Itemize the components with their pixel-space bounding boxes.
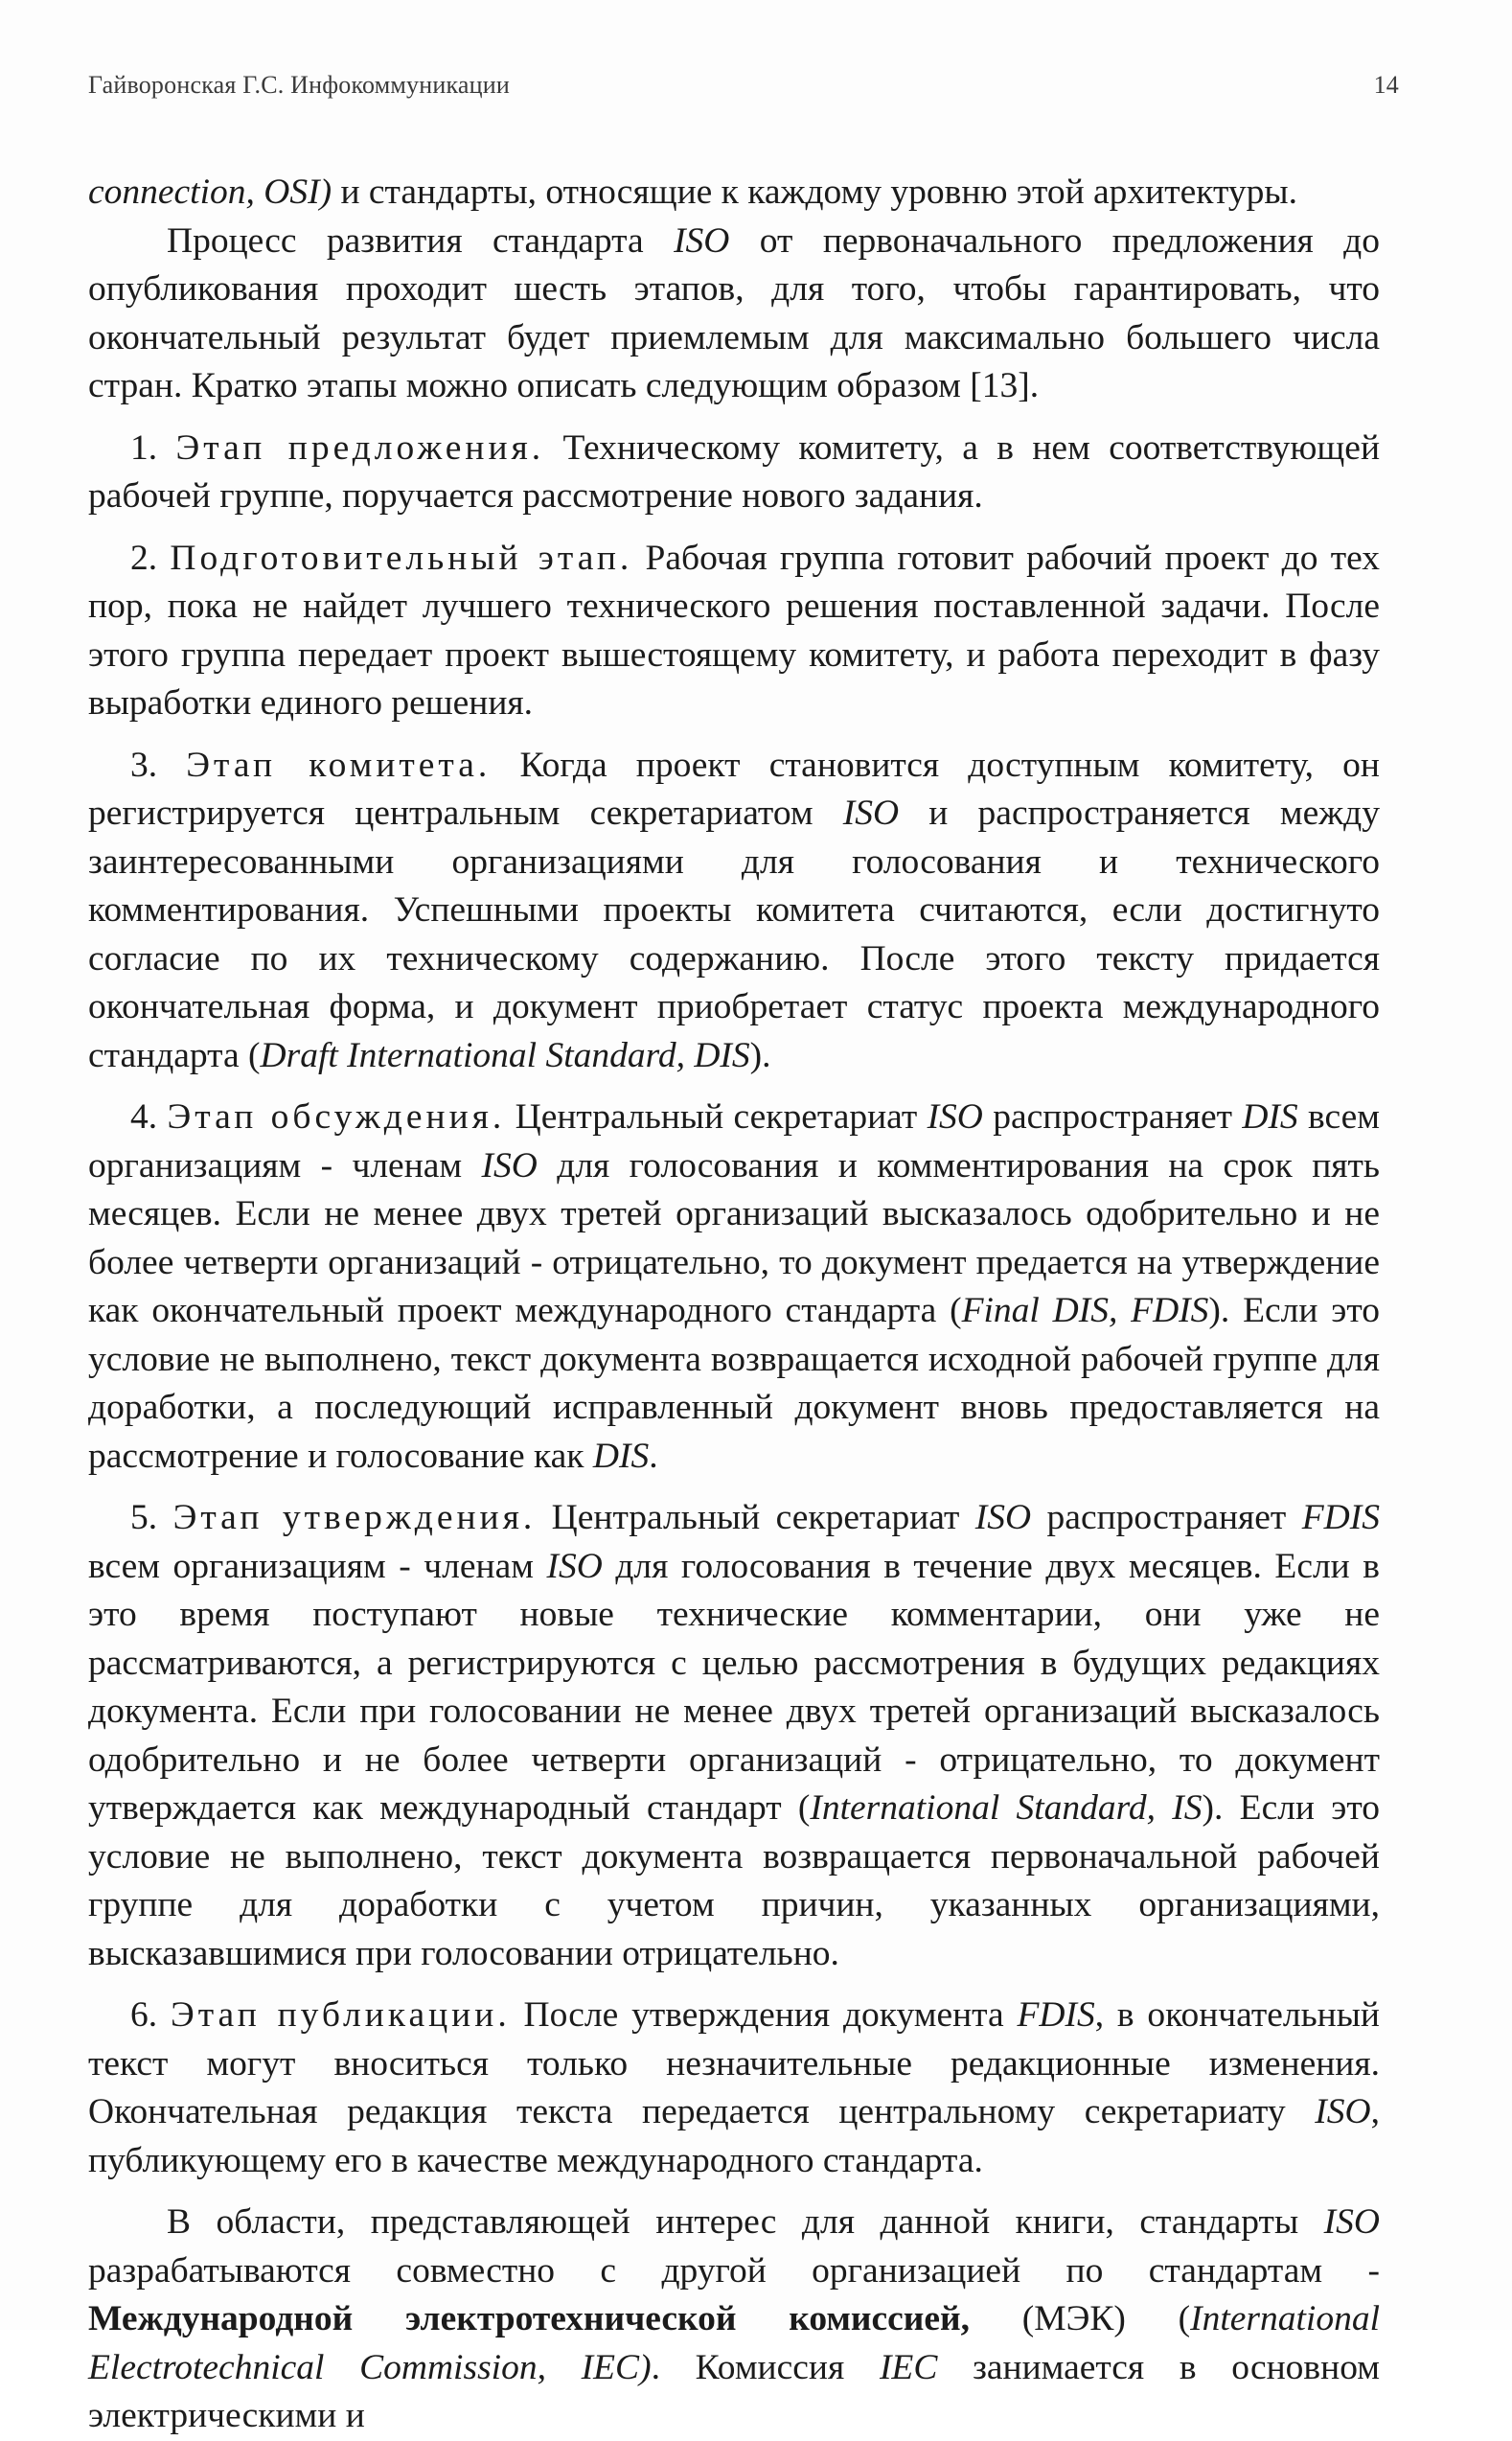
stage-title: Этап обсуждения. (167, 1097, 506, 1137)
stage-number: 3. (130, 745, 187, 785)
stage-item: 5. Этап утверждения. Центральный секретариат ISO распространяет FDIS всем организациям - членам ISO для голосования в течение двух месяцев. Если в это время поступают новые технические комментарии, они уже не рассматриваются, а регистрируются с целью рассмотрения в будущих редакциях документа. Если при голосовании не менее двух третей организаций высказалось одобрительно и не более четверти организаций - отрицательно, то документ утверждается как международный стандарт (International Standard, IS). Если это условие не выполнено, текст документа возвращается первоначальной рабочей группе для доработки с учетом причин, указанных организациями, высказавшимися при голосовании отрицательно. (88, 1498, 1381, 1973)
iec-bold-name: Международной электротехнической комиссией, (88, 2299, 971, 2338)
page-number: 14 (1373, 71, 1399, 99)
process-paragraph: Процесс развития стандарта ISO от первоначального предложения до опубликования проходит шесть этапов, для того, чтобы гарантировать, что окончательный результат будет приемлемым для максимально большего числа стран. Кратко этапы можно описать следующим образом [13]. (88, 220, 1380, 405)
body-text (88, 169, 1380, 2441)
iso-term: ISO (674, 220, 730, 261)
stage-item: 3. Этап комитета. Когда проект становится доступным комитету, он регистрируется центральным секретариатом ISO и распространяется между заинтересованными организациями для голосования и технического комментирования. Успешными проекты комитета считаются, если достигнуто согласие по их техническому содержанию. После этого тексту придается окончательная форма, и документ приобретает статус проекта международного стандарта (Draft International Standard, DIS). (88, 745, 1380, 1075)
closing-paragraph: В области, представляющей интерес для данной книги, стандарты ISO разрабатываются совместно с другой организацией по стандартам - Международной электротехнической комиссией, (МЭК) (International Electrotechnical Commission, IEC). Комиссия IEC занимается в основном электрическими и (88, 2202, 1380, 2435)
running-title: Гайворонская Г.С. Инфокоммуникации (88, 71, 510, 99)
stage-number: 2. (130, 538, 171, 578)
stage-item: 1. Этап предложения. Техническому комитету, а в нем соответствующей рабочей группе, поручается рассмотрение нового задания. (88, 427, 1381, 516)
stage-title: Подготовительный этап. (170, 538, 633, 578)
stage-title: Этап комитета. (186, 745, 492, 785)
stage-item: 6. Этап публикации. После утверждения документа FDIS, в окончательный текст могут вноситься только незначительные редакционные изменения. Окончательная редакция текста передается центральному секретариату ISO, публикующему его в качестве международного стандарта. (88, 1995, 1381, 2180)
stage-number: 6. (130, 1995, 171, 2035)
stage-title: Этап предложения. (175, 427, 545, 468)
stage-number: 4. (130, 1097, 168, 1137)
stage-title: Этап утверждения. (172, 1498, 537, 1537)
stage-item: 4. Этап обсуждения. Центральный секретариат ISO распространяет DIS всем организациям - членам ISO для голосования и комментирования на срок пять месяцев. Если не менее двух третей организаций высказалось одобрительно и не более четверти организаций - отрицательно, то документ предается на утверждение как окончательный проект международного стандарта (Final DIS, FDIS). Если это условие не выполнено, текст документа возвращается исходной рабочей группе для доработки, а последующий исправленный документ вновь предоставляется на рассмотрение и голосование как DIS. (88, 1097, 1381, 1476)
stage-number: 1. (130, 427, 176, 468)
continued-paragraph (88, 169, 1380, 218)
iec-english-name: International Electrotechnical Commission, IEC) (88, 2299, 1380, 2387)
running-header (88, 71, 1399, 109)
stage-item: 2. Подготовительный этап. Рабочая группа готовит рабочий проект до тех пор, пока не найдет лучшего технического решения поставленной задачи. После этого группа передает проект вышестоящему комитету, и работа переходит в фазу выработки единого решения. (88, 538, 1380, 723)
iec-term: IEC (879, 2347, 938, 2387)
stage-number: 5. (130, 1498, 173, 1537)
continued-text: и стандарты, относящие к каждому уровню этой архитектуры. (332, 173, 1297, 212)
iso-term: ISO (1323, 2202, 1380, 2242)
stage-title: Этап публикации. (170, 1995, 511, 2035)
osi-term: connection, OSI) (88, 173, 332, 212)
